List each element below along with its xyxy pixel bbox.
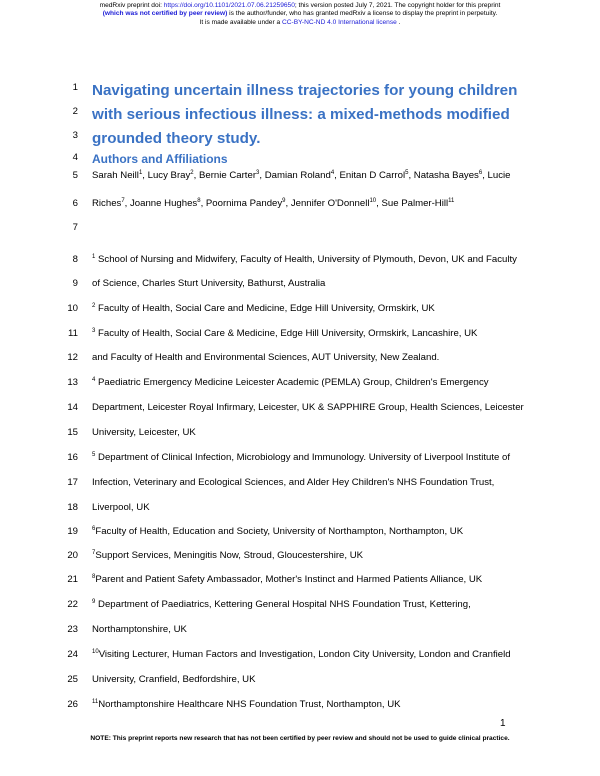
- manuscript-line: [0, 130, 600, 150]
- text-run: , Enitan D Carrol: [334, 170, 406, 181]
- affiliation-superscript: 11: [92, 698, 99, 705]
- line-text: [92, 550, 363, 561]
- line-number: 26: [67, 699, 78, 710]
- line-text: [92, 624, 187, 635]
- text-run: , Joanne Hughes: [124, 198, 198, 209]
- affiliation-superscript: 9: [92, 598, 96, 605]
- line-number: 25: [67, 674, 78, 685]
- manuscript-line: [0, 377, 600, 397]
- manuscript-line: [0, 402, 600, 422]
- affiliation-superscript: 5: [405, 169, 409, 176]
- line-text: [92, 674, 256, 685]
- text-run: Infection, Veterinary and Ecological Sciences, and Alder Hey Children's NHS Foundation Trust,: [92, 477, 495, 488]
- affiliation-superscript: 7: [121, 197, 125, 204]
- line-number: 14: [67, 402, 78, 413]
- section-heading: Authors and Affiliations: [92, 152, 228, 166]
- text-run: , Lucie: [482, 170, 511, 181]
- line-number: 8: [72, 254, 78, 265]
- line-number: 15: [67, 427, 78, 438]
- text-run: Paediatric Emergency Medicine Leicester Academic (PEMLA) Group, Children's Emergency: [95, 377, 489, 388]
- manuscript-line: [0, 452, 600, 472]
- line-text: [92, 377, 489, 388]
- header-text: It is made available under a: [199, 18, 282, 26]
- header-text: ; this version posted July 7, 2021. The copyright holder for this preprint: [294, 2, 501, 9]
- affiliation-superscript: 2: [92, 302, 96, 309]
- text-run: , Poornima Pandey: [200, 198, 283, 209]
- line-number: 17: [67, 477, 78, 488]
- text-run: Visiting Lecturer, Human Factors and Investigation, London City University, London and Cranfield: [98, 649, 511, 660]
- header-line-2: [0, 10, 600, 18]
- line-number: 21: [67, 574, 78, 585]
- header-text: medRxiv preprint doi:: [99, 2, 164, 9]
- text-run: Faculty of Health, Education and Society, University of Northampton, Northampton, UK: [95, 526, 464, 537]
- peer-review-note: (which was not certified by peer review): [102, 10, 228, 18]
- manuscript-line: [0, 649, 600, 669]
- affiliation-superscript: 2: [190, 169, 194, 176]
- affiliation-superscript: 7: [92, 549, 96, 556]
- affiliation-superscript: 8: [197, 197, 201, 204]
- text-run: Support Services, Meningitis Now, Stroud, Gloucestershire, UK: [95, 550, 364, 561]
- manuscript-line: [0, 427, 600, 447]
- text-run: Faculty of Health, Social Care & Medicine, Edge Hill University, Ormskirk, Lancashire, UK: [95, 328, 478, 339]
- manuscript-line: [0, 82, 600, 102]
- header-line-3: [0, 19, 600, 27]
- text-run: , Lucy Bray: [142, 170, 191, 181]
- text-run: Northamptonshire, UK: [92, 624, 187, 635]
- manuscript-line: [0, 699, 600, 719]
- text-run: of Science, Charles Sturt University, Bathurst, Australia: [92, 278, 326, 289]
- line-number: 22: [67, 599, 78, 610]
- line-number: 23: [67, 624, 78, 635]
- affiliation-superscript: 1: [92, 253, 96, 260]
- text-run: Riches: [92, 198, 122, 209]
- preprint-footer-note: NOTE: This preprint reports new research that has not been certified by peer review and should not be used to guide clinical practice.: [90, 735, 510, 742]
- text-run: Liverpool, UK: [92, 502, 150, 513]
- affiliation-superscript: 4: [92, 376, 96, 383]
- line-text: [92, 599, 471, 610]
- manuscript-line: [0, 278, 600, 298]
- line-text: [92, 170, 510, 181]
- manuscript-line: [0, 152, 600, 172]
- manuscript-line: [0, 599, 600, 619]
- doi-link[interactable]: https://doi.org/10.1101/2021.07.06.21259650: [163, 2, 295, 9]
- text-run: Parent and Patient Safety Ambassador, Mother's Instinct and Harmed Patients Alliance, UK: [95, 574, 483, 585]
- paper-title-line: with serious infectious illness: a mixed-methods modified: [92, 106, 510, 123]
- text-run: Department of Clinical Infection, Microbiology and Immunology. University of Liverpool Institute of: [95, 452, 511, 463]
- text-run: , Bernie Carter: [193, 170, 257, 181]
- text-run: Faculty of Health, Social Care and Medicine, Edge Hill University, Ormskirk, UK: [95, 303, 435, 314]
- affiliation-superscript: 3: [256, 169, 260, 176]
- line-number: 10: [67, 303, 78, 314]
- affiliation-superscript: 5: [92, 451, 96, 458]
- manuscript-line: [0, 254, 600, 274]
- manuscript-line: [0, 222, 600, 242]
- affiliation-superscript: 1: [138, 169, 143, 176]
- line-text: [92, 352, 439, 363]
- manuscript-line: [0, 624, 600, 644]
- header-text: .: [396, 18, 401, 26]
- manuscript-line: [0, 198, 600, 218]
- line-text: [92, 427, 196, 438]
- line-number: 3: [72, 130, 78, 141]
- paper-title-line: Navigating uncertain illness trajectories for young children: [92, 82, 518, 99]
- manuscript-line: [0, 574, 600, 594]
- affiliation-superscript: 11: [448, 197, 455, 204]
- line-text: [92, 278, 325, 289]
- line-number: 12: [67, 352, 78, 363]
- manuscript-line: [0, 352, 600, 372]
- manuscript-line: [0, 502, 600, 522]
- manuscript-line: [0, 550, 600, 570]
- manuscript-line: [0, 328, 600, 348]
- line-text: [92, 303, 435, 314]
- preprint-header: [0, 2, 600, 27]
- affiliation-superscript: 4: [330, 169, 335, 176]
- line-number: 24: [67, 649, 78, 660]
- header-text: is the author/funder, who has granted medRxiv a license to display the preprint in perpetuity.: [227, 10, 498, 18]
- page-number: 1: [500, 718, 506, 729]
- line-number: 1: [72, 82, 78, 93]
- affiliation-superscript: 8: [92, 573, 96, 580]
- manuscript-line: [0, 526, 600, 546]
- line-text: [92, 402, 524, 413]
- license-link[interactable]: CC-BY-NC-ND 4.0 International license: [281, 18, 397, 26]
- line-text: [92, 452, 510, 463]
- affiliation-superscript: 6: [478, 169, 483, 176]
- line-number: 5: [72, 170, 78, 181]
- affiliation-superscript: 10: [369, 197, 377, 204]
- text-run: University, Cranfield, Bedfordshire, UK: [92, 674, 256, 685]
- text-run: School of Nursing and Midwifery, Faculty of Health, University of Plymouth, Devon, UK and Faculty: [95, 254, 517, 265]
- manuscript-line: [0, 303, 600, 323]
- affiliation-superscript: 9: [282, 197, 286, 204]
- text-run: Department, Leicester Royal Infirmary, Leicester, UK & SAPPHIRE Group, Health Sciences, Leicester: [92, 402, 524, 413]
- text-run: Department of Paediatrics, Kettering General Hospital NHS Foundation Trust, Kettering,: [95, 599, 471, 610]
- line-number: 18: [67, 502, 78, 513]
- line-text: [92, 477, 494, 488]
- text-run: , Damian Roland: [259, 170, 331, 181]
- line-text: [92, 699, 401, 710]
- line-number: 19: [67, 526, 78, 537]
- line-number: 11: [68, 328, 78, 339]
- affiliation-superscript: 6: [92, 525, 96, 532]
- text-run: Northamptonshire Healthcare NHS Foundation Trust, Northampton, UK: [98, 699, 401, 710]
- text-run: , Jennifer O'Donnell: [285, 198, 370, 209]
- line-text: [92, 254, 517, 265]
- line-text: [92, 526, 463, 537]
- manuscript-line: [0, 106, 600, 126]
- line-number: 13: [67, 377, 78, 388]
- line-number: 2: [72, 106, 78, 117]
- line-number: 20: [67, 550, 78, 561]
- line-text: [92, 649, 511, 660]
- text-run: University, Leicester, UK: [92, 427, 196, 438]
- affiliation-superscript: 10: [92, 648, 99, 655]
- header-line-1: [0, 2, 600, 10]
- text-run: , Sue Palmer-Hill: [376, 198, 449, 209]
- text-run: and Faculty of Health and Environmental Sciences, AUT University, New Zealand.: [92, 352, 440, 363]
- manuscript-line: [0, 170, 600, 190]
- line-text: [92, 574, 482, 585]
- line-number: 6: [72, 198, 78, 209]
- line-text: [92, 328, 477, 339]
- line-number: 4: [72, 152, 78, 163]
- text-run: , Natasha Bayes: [408, 170, 479, 181]
- line-number: 9: [72, 278, 78, 289]
- manuscript-line: [0, 477, 600, 497]
- paper-title-line: grounded theory study.: [92, 130, 261, 147]
- line-number: 7: [72, 222, 78, 233]
- affiliation-superscript: 3: [92, 327, 96, 334]
- text-run: Sarah Neill: [92, 170, 139, 181]
- line-text: [92, 502, 150, 513]
- manuscript-line: [0, 674, 600, 694]
- line-number: 16: [67, 452, 78, 463]
- line-text: [92, 198, 454, 209]
